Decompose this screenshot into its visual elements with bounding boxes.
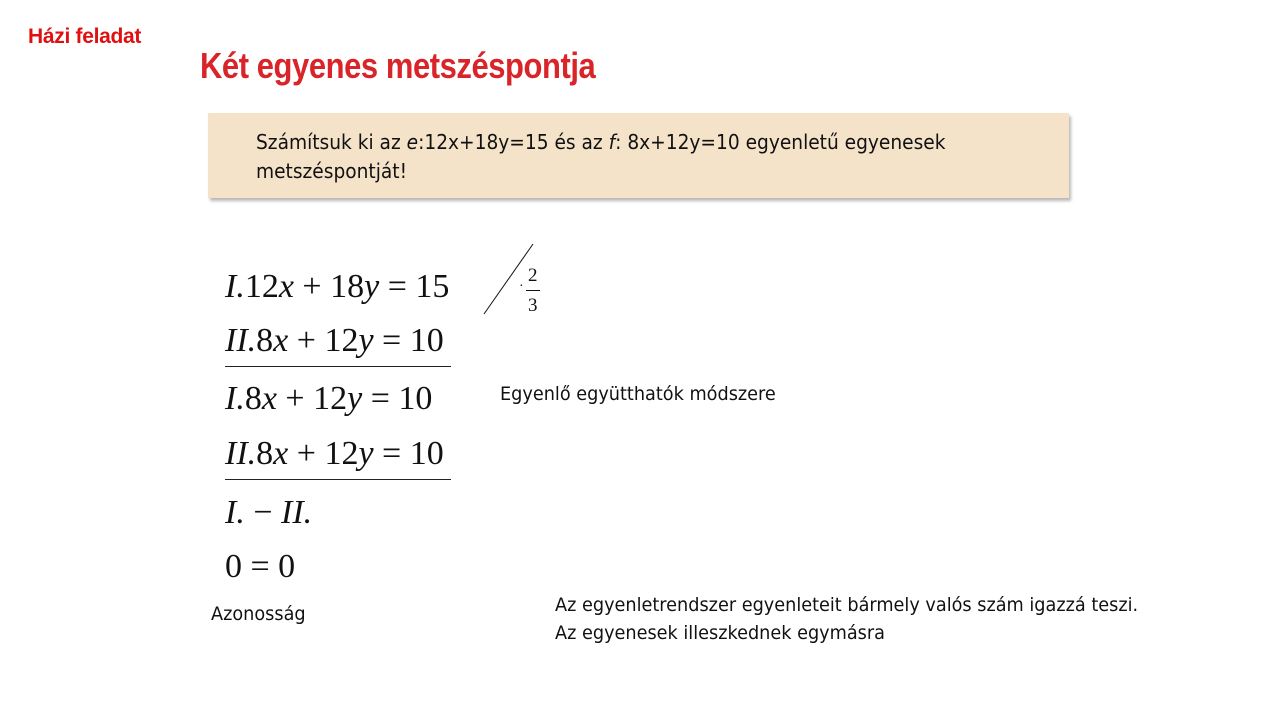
line-f-equation: : 8x+12y=10 egyenletű egyenesek metszéspontját! [256, 130, 946, 183]
eq3-constant: 10 [398, 380, 433, 417]
method-note: Egyenlő együtthatók módszere [500, 383, 776, 405]
var-y: y [358, 322, 374, 359]
separator-line-2 [225, 479, 451, 480]
eq1-coef-x: 12 [244, 268, 279, 305]
multiply-dot: · [519, 279, 524, 294]
var-y: y [358, 435, 374, 472]
eq4-label: II. [225, 435, 257, 472]
equation-1: I.12x + 18y = 15 [225, 268, 450, 305]
line-e-label: e [406, 130, 419, 154]
slide-title: Két egyenes metszéspontja [200, 45, 596, 86]
operation-right: II. [281, 494, 313, 531]
line-e-equation: :12x+18y=15 és az [418, 130, 609, 154]
eq1-label: I. [225, 268, 245, 305]
eq4-constant: 10 [409, 435, 444, 472]
var-x: x [273, 322, 289, 359]
result-equation: 0 = 0 [225, 548, 296, 585]
task-box [208, 113, 1069, 198]
homework-label: Házi feladat [28, 25, 142, 48]
equation-2: II.8x + 12y = 10 [225, 322, 444, 359]
operation-sign: − [253, 494, 273, 531]
eq2-label: II. [225, 322, 257, 359]
var-x: x [278, 268, 294, 305]
eq2-constant: 10 [409, 322, 444, 359]
equation-4: II.8x + 12y = 10 [225, 435, 444, 472]
fraction-denominator: 3 [528, 295, 538, 316]
var-y: y [347, 380, 363, 417]
eq3-label: I. [225, 380, 245, 417]
identity-note: Azonosság [211, 603, 306, 625]
separator-line-1 [225, 366, 451, 367]
var-y: y [364, 268, 380, 305]
var-x: x [273, 435, 289, 472]
eq1-constant: 15 [415, 268, 450, 305]
operation-line [225, 494, 312, 532]
eq3-coef-x: 8 [244, 380, 262, 417]
conclusion-line-2: Az egyenesek illeszkednek egymásra [555, 622, 885, 644]
var-x: x [261, 380, 277, 417]
eq3-coef-y: 12 [313, 380, 348, 417]
operation-left: I. [225, 494, 245, 531]
fraction-bar [526, 290, 540, 291]
eq1-coef-y: 18 [330, 268, 365, 305]
task-text-prefix: Számítsuk ki az [256, 130, 407, 154]
eq4-coef-x: 8 [256, 435, 274, 472]
conclusion-line-1: Az egyenletrendszer egyenleteit bármely valós szám igazzá teszi. [555, 594, 1139, 616]
fraction-numerator: 2 [528, 265, 538, 286]
task-text [256, 128, 981, 186]
line-f-label: f [608, 130, 616, 154]
equation-3: I.8x + 12y = 10 [225, 380, 433, 417]
eq4-coef-y: 12 [324, 435, 359, 472]
eq2-coef-y: 12 [324, 322, 359, 359]
eq2-coef-x: 8 [256, 322, 274, 359]
